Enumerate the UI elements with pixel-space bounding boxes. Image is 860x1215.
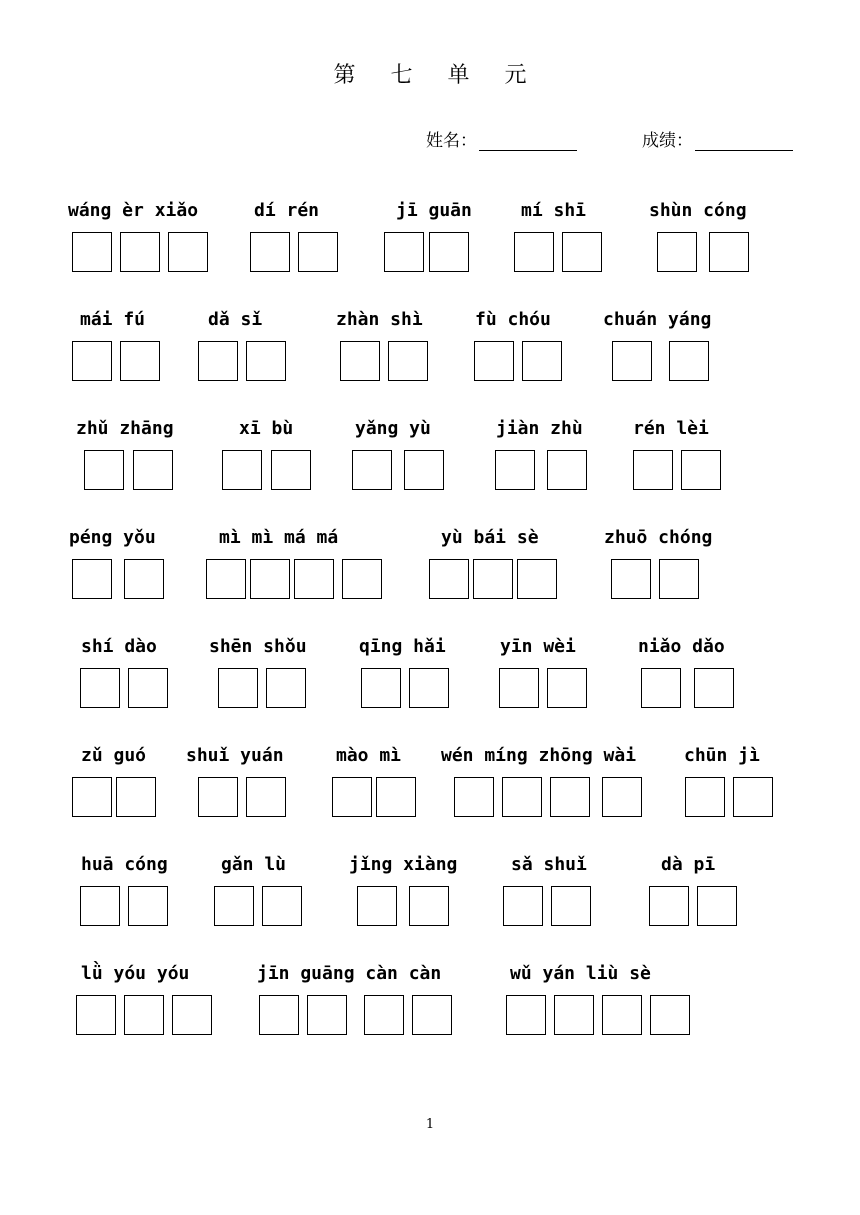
character-box[interactable] (84, 450, 124, 490)
character-box[interactable] (376, 777, 416, 817)
character-box[interactable] (198, 777, 238, 817)
character-box[interactable] (250, 559, 290, 599)
pinyin-label: rén lèi (633, 418, 709, 439)
pinyin-label: huā cóng (81, 854, 168, 875)
pinyin-label: wǔ yán liù sè (510, 963, 651, 984)
pinyin-label: yǎng yù (355, 418, 431, 439)
score-blank[interactable] (695, 132, 793, 151)
character-box[interactable] (409, 668, 449, 708)
pinyin-label: niǎo dǎo (638, 636, 725, 657)
character-box[interactable] (116, 777, 156, 817)
character-box[interactable] (473, 559, 513, 599)
character-box[interactable] (554, 995, 594, 1035)
character-box[interactable] (404, 450, 444, 490)
character-box[interactable] (602, 777, 642, 817)
character-box[interactable] (76, 995, 116, 1035)
pinyin-label: mái fú (80, 309, 146, 330)
pinyin-label: dí rén (254, 200, 320, 221)
character-box[interactable] (685, 777, 725, 817)
character-box[interactable] (307, 995, 347, 1035)
pinyin-label: shí dào (81, 636, 157, 657)
character-box[interactable] (128, 668, 168, 708)
character-box[interactable] (503, 886, 543, 926)
character-box[interactable] (388, 341, 428, 381)
character-box[interactable] (611, 559, 651, 599)
character-box[interactable] (633, 450, 673, 490)
character-box[interactable] (499, 668, 539, 708)
character-box[interactable] (649, 886, 689, 926)
character-box[interactable] (709, 232, 749, 272)
character-box[interactable] (412, 995, 452, 1035)
pinyin-label: jǐng xiàng (349, 854, 458, 875)
character-box[interactable] (502, 777, 542, 817)
pinyin-label: mào mì (336, 745, 402, 766)
score-field (642, 126, 793, 151)
pinyin-label: zhàn shì (336, 309, 423, 330)
character-box[interactable] (506, 995, 546, 1035)
character-box[interactable] (517, 559, 557, 599)
pinyin-label: jī guān (396, 200, 472, 221)
name-label: 姓名： (426, 131, 477, 151)
character-box[interactable] (218, 668, 258, 708)
pinyin-label: dà pī (661, 854, 716, 875)
character-box[interactable] (294, 559, 334, 599)
pinyin-label: jiàn zhù (496, 418, 583, 439)
character-box[interactable] (172, 995, 212, 1035)
character-box[interactable] (72, 341, 112, 381)
character-box[interactable] (259, 995, 299, 1035)
character-box[interactable] (409, 886, 449, 926)
character-box[interactable] (659, 559, 699, 599)
character-box[interactable] (340, 341, 380, 381)
pinyin-label: dǎ sǐ (208, 309, 263, 330)
character-box[interactable] (694, 668, 734, 708)
character-box[interactable] (547, 668, 587, 708)
character-box[interactable] (250, 232, 290, 272)
character-box[interactable] (80, 886, 120, 926)
character-box[interactable] (547, 450, 587, 490)
character-box[interactable] (650, 995, 690, 1035)
character-box[interactable] (733, 777, 773, 817)
character-box[interactable] (641, 668, 681, 708)
page-title: 第 七 单 元 (333, 63, 541, 88)
pinyin-label: chūn jì (684, 745, 760, 766)
character-box[interactable] (124, 995, 164, 1035)
character-box[interactable] (271, 450, 311, 490)
character-box[interactable] (298, 232, 338, 272)
pinyin-label: shēn shǒu (209, 636, 307, 657)
pinyin-label: fù chóu (475, 309, 551, 330)
character-box[interactable] (128, 886, 168, 926)
pinyin-label: lǜ yóu yóu (81, 963, 190, 984)
pinyin-label: jīn guāng càn càn (257, 963, 442, 984)
character-box[interactable] (214, 886, 254, 926)
character-box[interactable] (168, 232, 208, 272)
character-box[interactable] (120, 232, 160, 272)
character-box[interactable] (222, 450, 262, 490)
pinyin-label: yīn wèi (500, 636, 576, 657)
pinyin-label: wáng èr xiǎo (68, 200, 199, 221)
character-box[interactable] (206, 559, 246, 599)
character-box[interactable] (72, 232, 112, 272)
character-box[interactable] (474, 341, 514, 381)
character-box[interactable] (72, 559, 112, 599)
pinyin-label: zhuō chóng (604, 527, 713, 548)
character-box[interactable] (669, 341, 709, 381)
pinyin-label: mì mì má má (219, 527, 339, 548)
pinyin-label: yù bái sè (441, 527, 539, 548)
score-label: 成绩： (642, 131, 693, 151)
character-box[interactable] (246, 777, 286, 817)
pinyin-label: shùn cóng (649, 200, 747, 221)
pinyin-label: chuán yáng (603, 309, 712, 330)
character-box[interactable] (262, 886, 302, 926)
character-box[interactable] (522, 341, 562, 381)
character-box[interactable] (352, 450, 392, 490)
character-box[interactable] (550, 777, 590, 817)
pinyin-label: mí shī (521, 200, 587, 221)
character-box[interactable] (429, 232, 469, 272)
pinyin-label: zǔ guó (81, 745, 147, 766)
character-box[interactable] (332, 777, 372, 817)
pinyin-label: qīng hǎi (359, 636, 446, 657)
character-box[interactable] (342, 559, 382, 599)
name-field (426, 126, 577, 151)
character-box[interactable] (72, 777, 112, 817)
pinyin-label: sǎ shuǐ (511, 854, 587, 875)
character-box[interactable] (514, 232, 554, 272)
pinyin-label: gǎn lù (221, 854, 287, 875)
pinyin-label: shuǐ yuán (186, 745, 284, 766)
character-box[interactable] (562, 232, 602, 272)
character-box[interactable] (551, 886, 591, 926)
character-box[interactable] (384, 232, 424, 272)
pinyin-label: péng yǒu (69, 527, 156, 548)
pinyin-label: xī bù (239, 418, 294, 439)
character-box[interactable] (361, 668, 401, 708)
character-box[interactable] (80, 668, 120, 708)
character-box[interactable] (124, 559, 164, 599)
character-box[interactable] (697, 886, 737, 926)
character-box[interactable] (657, 232, 697, 272)
character-box[interactable] (266, 668, 306, 708)
character-box[interactable] (364, 995, 404, 1035)
character-box[interactable] (357, 886, 397, 926)
character-box[interactable] (495, 450, 535, 490)
character-box[interactable] (602, 995, 642, 1035)
character-box[interactable] (454, 777, 494, 817)
character-box[interactable] (429, 559, 469, 599)
character-box[interactable] (681, 450, 721, 490)
pinyin-label: wén míng zhōng wài (441, 745, 637, 766)
pinyin-label: zhǔ zhāng (76, 418, 174, 439)
character-box[interactable] (246, 341, 286, 381)
character-box[interactable] (612, 341, 652, 381)
character-box[interactable] (133, 450, 173, 490)
name-blank[interactable] (479, 132, 577, 151)
page-number: 1 (425, 1117, 435, 1132)
character-box[interactable] (198, 341, 238, 381)
character-box[interactable] (120, 341, 160, 381)
